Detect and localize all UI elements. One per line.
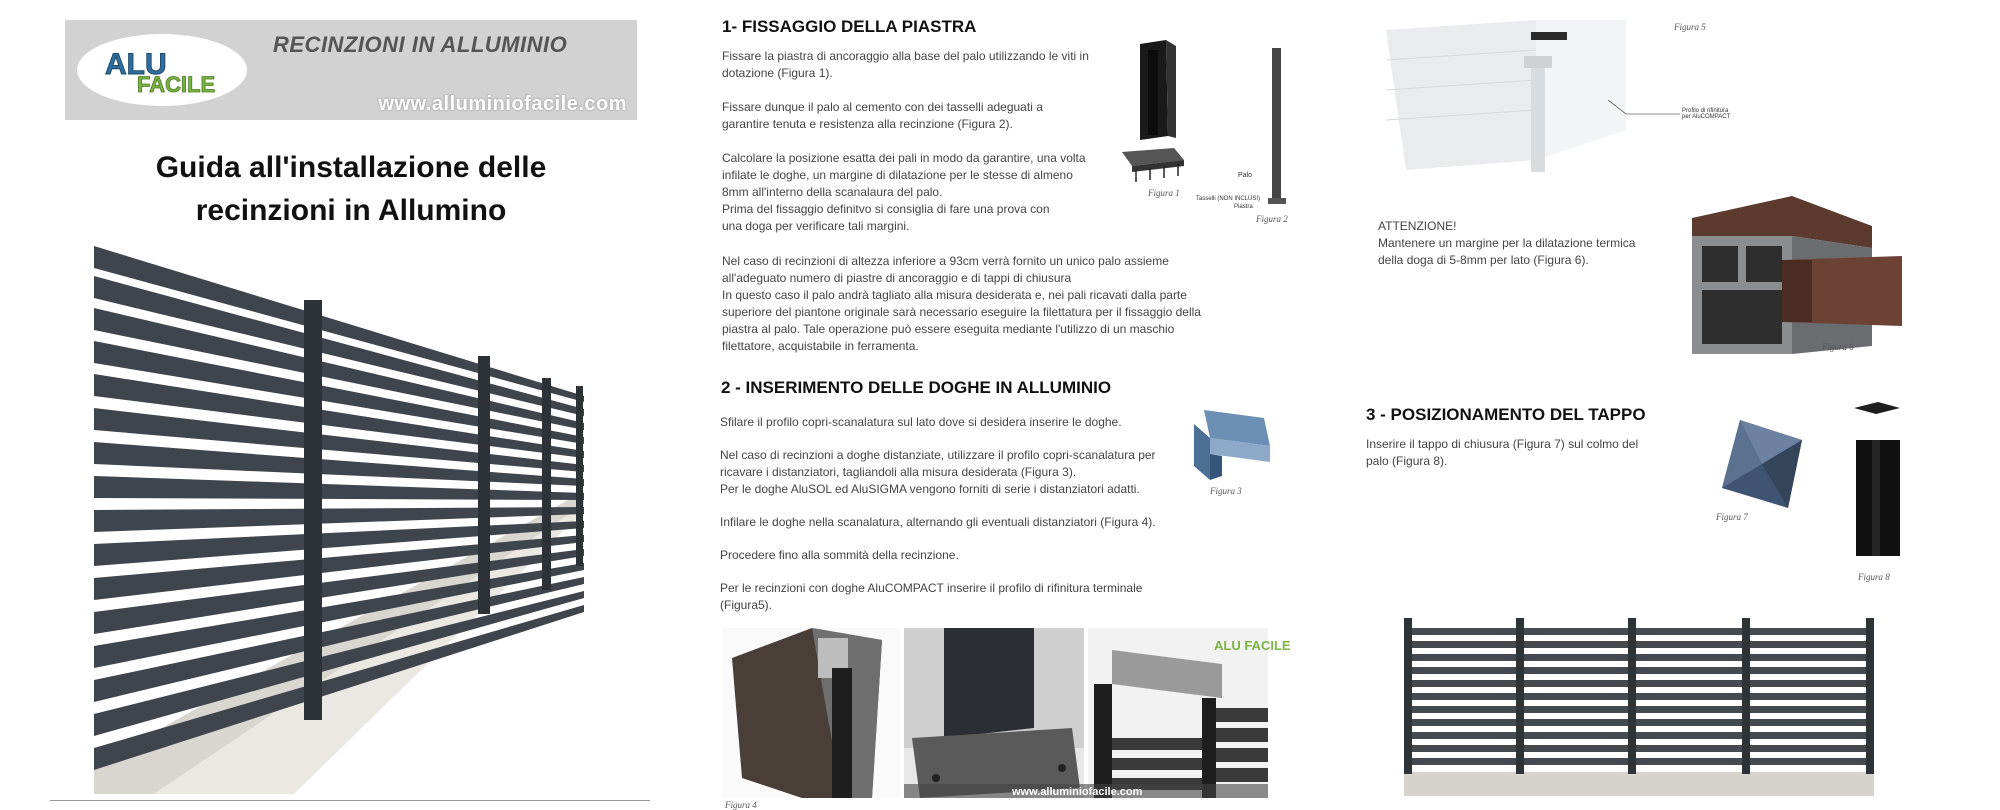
photo-url: www.alluminiofacile.com	[1012, 786, 1143, 798]
section1-p2: Fissare dunque il palo al cemento con dei tasselli adeguati a garantire tenuta e resistenza alla recinzione (Figura 2).	[722, 100, 1043, 131]
fence-panel-photo	[1404, 618, 1874, 796]
svg-text:FACILE: FACILE	[137, 72, 216, 97]
figure2-post-on-concrete	[1268, 48, 1286, 208]
figure7-caption: Figura 7	[1716, 512, 1748, 522]
figure4-caption: Figura 4	[725, 800, 757, 810]
section2-p1: Sfilare il profilo copri-scanalatura sul lato dove si desidera inserire le doghe.	[720, 415, 1122, 429]
section2-title: 2 - INSERIMENTO DELLE DOGHE IN ALLUMINIO	[721, 378, 1112, 397]
figure5-label: Profilo di rifinitura per AluCOMPACT	[1682, 108, 1731, 120]
section1-p3: Calcolare la posizione esatta dei pali in modo da garantire, una volta infilate le doghe, un margine di dilatazione per le stesse di almeno 8mm all'interno della scanalaura del palo. Prima del fissaggio definitvo si consiglia di fare una prova con una doga per verificare tali margini.	[722, 151, 1086, 233]
label-tasselli: Tasselli (NON INCLUSI)	[1196, 196, 1261, 202]
header-url[interactable]: www.alluminiofacile.com	[378, 93, 627, 115]
figure3-cover-profile	[1194, 410, 1270, 484]
section3-p1: Inserire il tappo di chiusura (Figura 7) sul colmo del palo (Figura 8).	[1366, 437, 1639, 468]
label-piastra: Piastra	[1234, 204, 1253, 210]
section1-p4: Nel caso di recinzioni di altezza inferiore a 93cm verrà fornito un unico palo assieme all'adeguato numero di piastre di ancoraggio e di tappi di chiusura In questo caso il palo andrà tagliato alla misura desiderata e, nei pali ricavati dalla parte superiore del piantone originale sarà necessario eseguire la filettatura per il fissaggio della piastra al palo. Tale operazione può essere eseguita mediante l'utilizzo di un maschio filettatore, acquistabile in ferramenta.	[722, 254, 1201, 353]
logo-oval	[77, 34, 247, 106]
label-palo: Palo	[1238, 172, 1253, 179]
figure8-post-with-cap	[1852, 400, 1902, 558]
header-banner	[65, 20, 637, 120]
header-title: RECINZIONI IN ALLUMINIO	[273, 32, 568, 57]
figure7-cap	[1712, 414, 1812, 514]
figure6-caption: Figura 6	[1822, 342, 1854, 352]
attention-note: ATTENZIONE! Mantenere un margine per la dilatazione termica della doga di 5-8mm per lato (Figura 6).	[1378, 219, 1636, 267]
alufacile-logo	[95, 44, 255, 96]
section2-p2: Nel caso di recinzioni a doghe distanziate, utilizzare il profilo copri-scanalatura per ricavare i distanziatori, tagliandoli alla misura desiderata (Figura 3). Per le doghe AluSOL ed AluSIGMA vengono forniti di serie i distanziatori adatti.	[720, 448, 1156, 496]
section3-title: 3 - POSIZIONAMENTO DEL TAPPO	[1366, 405, 1646, 424]
photo-logo: ALU FACILE	[1214, 638, 1291, 653]
divider	[50, 800, 650, 801]
section2-p3: Infilare le doghe nella scanalatura, alternando gli eventuali distanziatori (Figura 4).	[720, 515, 1156, 529]
figure3-caption: Figura 3	[1210, 486, 1242, 496]
figure5-caption: Figura 5	[1674, 22, 1706, 32]
figure1-plate-post	[1118, 40, 1218, 186]
section1-p1: Fissare la piastra di ancoraggio alla base del palo utilizzando le viti in dotazione (Figura 1).	[722, 49, 1089, 80]
figure5-finishing-profile	[1386, 20, 1636, 172]
figure4-photo-strip	[722, 628, 1291, 798]
figure1-caption: Figura 1	[1148, 188, 1180, 198]
section2-p5: Per le recinzioni con doghe AluCOMPACT inserire il profilo di rifinitura terminale (Figura5).	[720, 581, 1143, 612]
section2-p4: Procedere fino alla sommità della recinzione.	[720, 548, 959, 562]
main-title: Guida all'installazione delle recinzioni in Allumino	[155, 151, 547, 227]
svg-text:ALU: ALU	[105, 48, 167, 81]
figure2-caption: Figura 2	[1256, 214, 1288, 224]
section1-title: 1- FISSAGGIO DELLA PIASTRA	[722, 17, 977, 36]
leader-line	[1608, 98, 1680, 118]
figure8-caption: Figura 8	[1858, 572, 1890, 582]
fence-photo	[94, 246, 584, 794]
figure6-profile-section	[1672, 196, 1902, 356]
